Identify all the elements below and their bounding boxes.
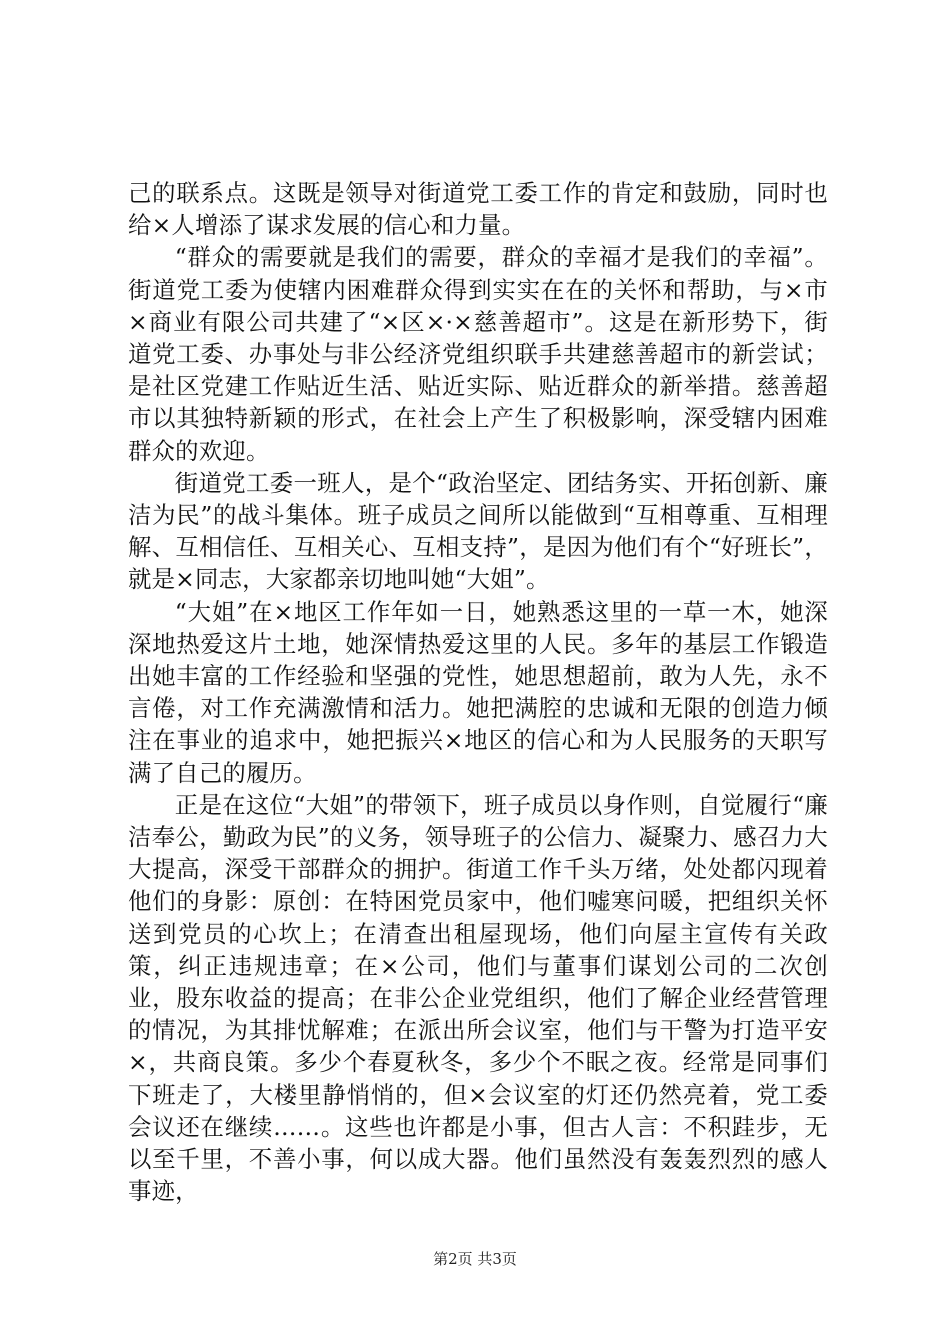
paragraph-4: “大姐”在×地区工作年如一日，她熟悉这里的一草一木，她深深地热爱这片土地，她深情热爱这里的人民。多年的基层工作锻造出她丰富的工作经验和坚强的党性，她思想超前，敢为人先，永不言倦，对工作充满激情和活力。她把满腔的忠诚和无限的创造力倾注在事业的追求中，她把振兴×地区的信心和为人民服务的天职写满了自己的履历。 <box>128 597 828 787</box>
page-number-footer: 第2页 共3页 <box>433 1250 517 1268</box>
paragraph-3: 街道党工委一班人，是个“政治坚定、团结务实、开拓创新、廉洁为民”的战斗集体。班子成员之间所以能做到“互相尊重、互相理解、互相信任、互相关心、互相支持”，是因为他们有个“好班长”，就是×同志，大家都亲切地叫她“大姐”。 <box>128 468 828 594</box>
paragraph-2: “群众的需要就是我们的需要，群众的幸福才是我们的幸福”。街道党工委为使辖内困难群众得到实实在在的关怀和帮助，与×市×商业有限公司共建了“×区×·×慈善超市”。这是在新形势下，街道党工委、办事处与非公经济党组织联手共建慈善超市的新尝试；是社区党建工作贴近生活、贴近实际、贴近群众的新举措。慈善超市以其独特新颖的形式，在社会上产生了积极影响，深受辖内困难群众的欢迎。 <box>128 243 828 465</box>
paragraph-5: 正是在这位“大姐”的带领下，班子成员以身作则，自觉履行“廉洁奉公，勤政为民”的义务，领导班子的公信力、凝聚力、感召力大大提高，深受干部群众的拥护。街道工作千头万绪，处处都闪现着他们的身影：原创：在特困党员家中，他们嘘寒问暖，把组织关怀送到党员的心坎上；在清查出租屋现场，他们向屋主宣传有关政策，纠正违规违章；在×公司，他们与董事们谋划公司的二次创业，股东收益的提高；在非公企业党组织，他们了解企业经营管理的情况，为其排忧解难；在派出所会议室，他们与干警为打造平安×，共商良策。多少个春夏秋冬，多少个不眠之夜。经常是同事们下班走了，大楼里静悄悄的，但×会议室的灯还仍然亮着，党工委会议还在继续……。这些也许都是小事，但古人言：不积跬步，无以至千里，不善小事，何以成大器。他们虽然没有轰轰烈烈的感人事迹， <box>128 790 828 1206</box>
document-body <box>128 177 828 1208</box>
paragraph-1: 己的联系点。这既是领导对街道党工委工作的肯定和鼓励，同时也给×人增添了谋求发展的信心和力量。 <box>128 179 828 240</box>
